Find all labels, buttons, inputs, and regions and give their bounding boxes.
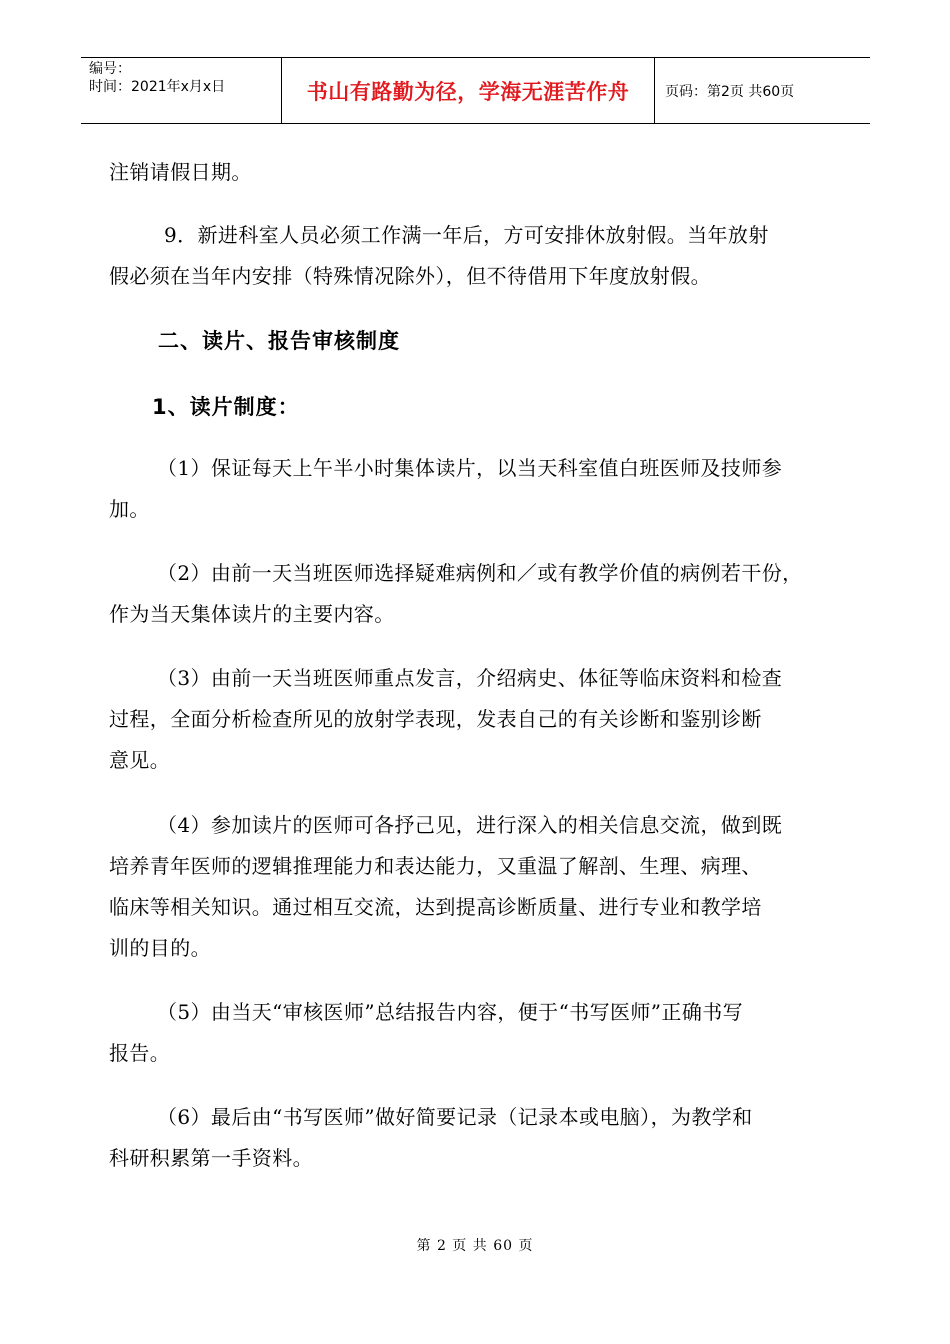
section-heading: 二、读片、报告审核制度 bbox=[158, 329, 400, 353]
page-info-text: 页码：第2页 共60页 bbox=[665, 83, 795, 100]
text-line: （2）由前一天当班医师选择疑难病例和／或有教学价值的病例若干份， bbox=[157, 561, 803, 585]
text-line: 假必须在当年内安排（特殊情况除外），但不待借用下年度放射假。 bbox=[109, 264, 711, 288]
text-line: 注销请假日期。 bbox=[109, 160, 252, 184]
paragraph-continuation bbox=[109, 152, 842, 193]
paragraph-2 bbox=[109, 553, 842, 635]
paragraph-4 bbox=[109, 805, 842, 969]
paragraph-6 bbox=[109, 1097, 842, 1179]
text-line: （5）由当天“审核医师”总结报告内容，便于“书写医师”正确书写 bbox=[157, 1000, 744, 1024]
header-motto-cell bbox=[281, 58, 655, 123]
number-label: 编号： bbox=[89, 61, 131, 77]
text-line: 训的目的。 bbox=[109, 936, 211, 960]
text-line: 意见。 bbox=[109, 748, 171, 772]
text-line: 9．新进科室人员必须工作满一年后，方可安排休放射假。当年放射 bbox=[164, 223, 769, 247]
text-line: 过程，全面分析检查所见的放射学表现，发表自己的有关诊断和鉴别诊断 bbox=[109, 707, 762, 731]
text-line: 临床等相关知识。通过相互交流，达到提高诊断质量、进行专业和教学培 bbox=[109, 895, 762, 919]
motto-text: 书山有路勤为径，学海无涯苦作舟 bbox=[306, 79, 630, 104]
header-page-info bbox=[655, 58, 870, 123]
paragraph-1 bbox=[109, 448, 842, 530]
text-line: 科研积累第一手资料。 bbox=[109, 1146, 313, 1170]
time-label: 时间：2021年x月x日 bbox=[89, 79, 226, 95]
text-line: 作为当天集体读片的主要内容。 bbox=[109, 602, 395, 626]
subsection-heading: 1、读片制度： bbox=[152, 395, 300, 419]
text-line: 培养青年医师的逻辑推理能力和表达能力，又重温了解剖、生理、病理、 bbox=[109, 854, 762, 878]
text-line: （3）由前一天当班医师重点发言，介绍病史、体征等临床资料和检查 bbox=[157, 666, 783, 690]
text-line: （4）参加读片的医师可各抒己见，进行深入的相关信息交流，做到既 bbox=[157, 813, 783, 837]
paragraph-5 bbox=[109, 992, 842, 1074]
header-meta bbox=[81, 58, 281, 123]
paragraph-item-9 bbox=[109, 215, 842, 297]
text-line: 加。 bbox=[109, 497, 150, 521]
paragraph-3 bbox=[109, 658, 842, 781]
text-line: （6）最后由“书写医师”做好简要记录（记录本或电脑），为教学和 bbox=[157, 1105, 753, 1129]
page-header bbox=[81, 57, 870, 124]
page-footer: 第 2 页 共 60 页 bbox=[416, 1238, 534, 1254]
text-line: （1）保证每天上午半小时集体读片，以当天科室值白班医师及技师参 bbox=[157, 456, 783, 480]
text-line: 报告。 bbox=[109, 1041, 171, 1065]
